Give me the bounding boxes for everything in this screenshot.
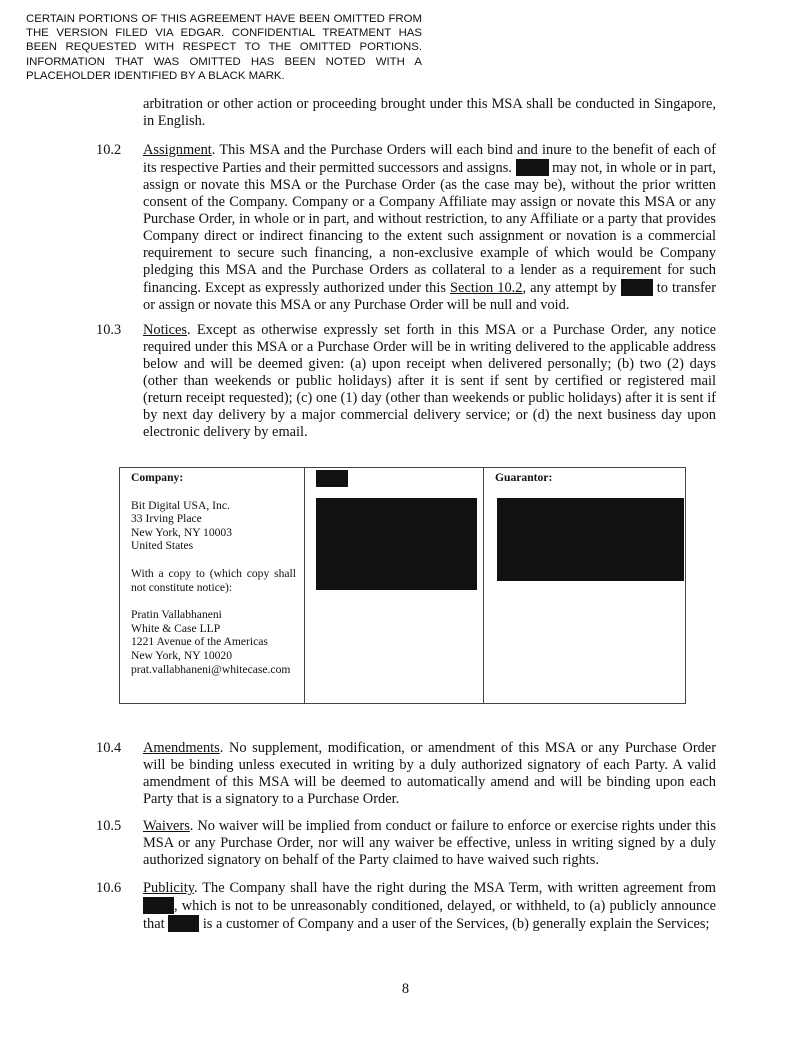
section-text: . The Company shall have the right during the MSA Term, with written agreement from	[194, 880, 716, 896]
address-line: New York, NY 10003	[131, 525, 233, 539]
address-line: Bit Digital USA, Inc.	[131, 498, 230, 512]
section-text: . This MSA and the Purchase Orders will each bind and inure to the benefit of each of its respective Parties and their permitted successors and assigns.	[143, 142, 716, 176]
section-publicity	[143, 880, 716, 933]
address-line: 1221 Avenue of the Americas	[131, 635, 268, 649]
address-line: 33 Irving Place	[131, 512, 202, 526]
section-text: may not, in whole or in part, assign or novate this MSA or the Purchase Order (as the case may be), without the prior written consent of the Company. Company or a Company Affiliate may assign or novate this MSA or any Purchase Order, in whole or in part, and without restriction, to any Affiliate or a party that provides Company direct or indirect financing to the extent such assignment or novation is a commercial requirement to secure such financing, a non-exclusive example of which would be Company pledging this MSA and the Purchase Orders as collateral to a lender as a requirement for such financing. Except as expressly authorized under this	[143, 160, 716, 296]
section-number: 10.3	[96, 322, 122, 338]
section-number: 10.6	[96, 880, 122, 896]
page-number: 8	[401, 981, 410, 997]
address-line: Pratin Vallabhaneni	[131, 608, 222, 622]
continuation-paragraph: arbitration or other action or proceeding brought under this MSA shall be conducted in Singapore, in English.	[143, 96, 716, 129]
section-notices	[143, 322, 716, 441]
section-text: . No supplement, modification, or amendment of this MSA or any Purchase Order will be binding unless executed in writing by a duly authorized signatory of each Party. A valid amendment of this MSA will be deemed to automatically amend and will be binding upon each Party that is a signatory to a Purchase Order.	[143, 740, 716, 807]
company-label: Company:	[131, 471, 184, 484]
address-line: New York, NY 10020	[131, 648, 233, 662]
redaction-mark	[168, 915, 199, 932]
section-number: 10.5	[96, 818, 122, 834]
redaction-mark	[143, 897, 174, 914]
section-text: , which is not to be unreasonably conditioned, delayed, or withheld, to (a) publicly announce that	[143, 898, 716, 932]
section-heading: Notices	[143, 322, 187, 338]
section-reference-link[interactable]: Section 10.2	[450, 280, 523, 296]
section-heading: Publicity	[143, 880, 195, 896]
redaction-mark	[621, 279, 653, 296]
section-amendments	[143, 740, 716, 808]
guarantor-cell	[484, 468, 686, 704]
copy-note: With a copy to (which copy shall not constitute notice):	[131, 566, 296, 594]
redacted-party-cell	[305, 468, 484, 704]
section-heading: Assignment	[143, 142, 212, 158]
address-line: White & Case LLP	[131, 621, 221, 635]
section-text: to transfer or assign or novate this MSA or any Purchase Order will be null and void.	[143, 280, 716, 313]
section-text: is a customer of Company and a user of the Services, (b) generally explain the Services;	[202, 916, 710, 932]
notice-address-table	[119, 467, 686, 704]
section-heading: Waivers	[143, 818, 190, 834]
section-number: 10.2	[96, 142, 122, 158]
section-waivers	[143, 818, 716, 869]
confidential-treatment-notice: CERTAIN PORTIONS OF THIS AGREEMENT HAVE BEEN OMITTED FROM THE VERSION FILED VIA EDGAR. CONFIDENTIAL TREATMENT HAS BEEN REQUESTED WITH RESPECT TO THE OMITTED PORTIONS. INFORMATION THAT WAS OMITTED HAS BEEN NOTED WITH A PLACEHOLDER IDENTIFIED BY A BLACK MARK.	[26, 13, 422, 82]
redaction-mark	[316, 470, 348, 487]
redaction-mark	[316, 498, 477, 590]
section-assignment	[143, 142, 716, 314]
redaction-mark	[516, 159, 549, 176]
section-text: . Except as otherwise expressly set forth in this MSA or a Purchase Order, any notice required under this MSA or a Purchase Order will be in writing delivered to the applicable address below and will be deemed given: (a) upon receipt when delivered personally; (b) two (2) days (other than weekends or public holidays) after it is sent if sent by certified or registered mail (return receipt requested); (c) one (1) day (other than weekends or public holidays) after it is sent if by next day delivery by a major commercial delivery service; or (d) the next business day upon electronic delivery by email.	[143, 322, 716, 440]
email-line: prat.vallabhaneni@whitecase.com	[131, 662, 291, 676]
company-address-cell	[120, 468, 305, 704]
section-text: , any attempt by	[522, 280, 617, 296]
section-heading: Amendments	[143, 740, 220, 756]
redaction-mark	[497, 498, 684, 581]
guarantor-label: Guarantor:	[495, 471, 553, 484]
section-number: 10.4	[96, 740, 122, 756]
address-line: United States	[131, 539, 194, 553]
section-text: . No waiver will be implied from conduct or failure to enforce or exercise rights under this MSA or any Purchase Order, nor will any waiver be effective, unless in writing signed by a duly authorized signatory on behalf of the Party claimed to have waived such rights.	[143, 818, 716, 868]
